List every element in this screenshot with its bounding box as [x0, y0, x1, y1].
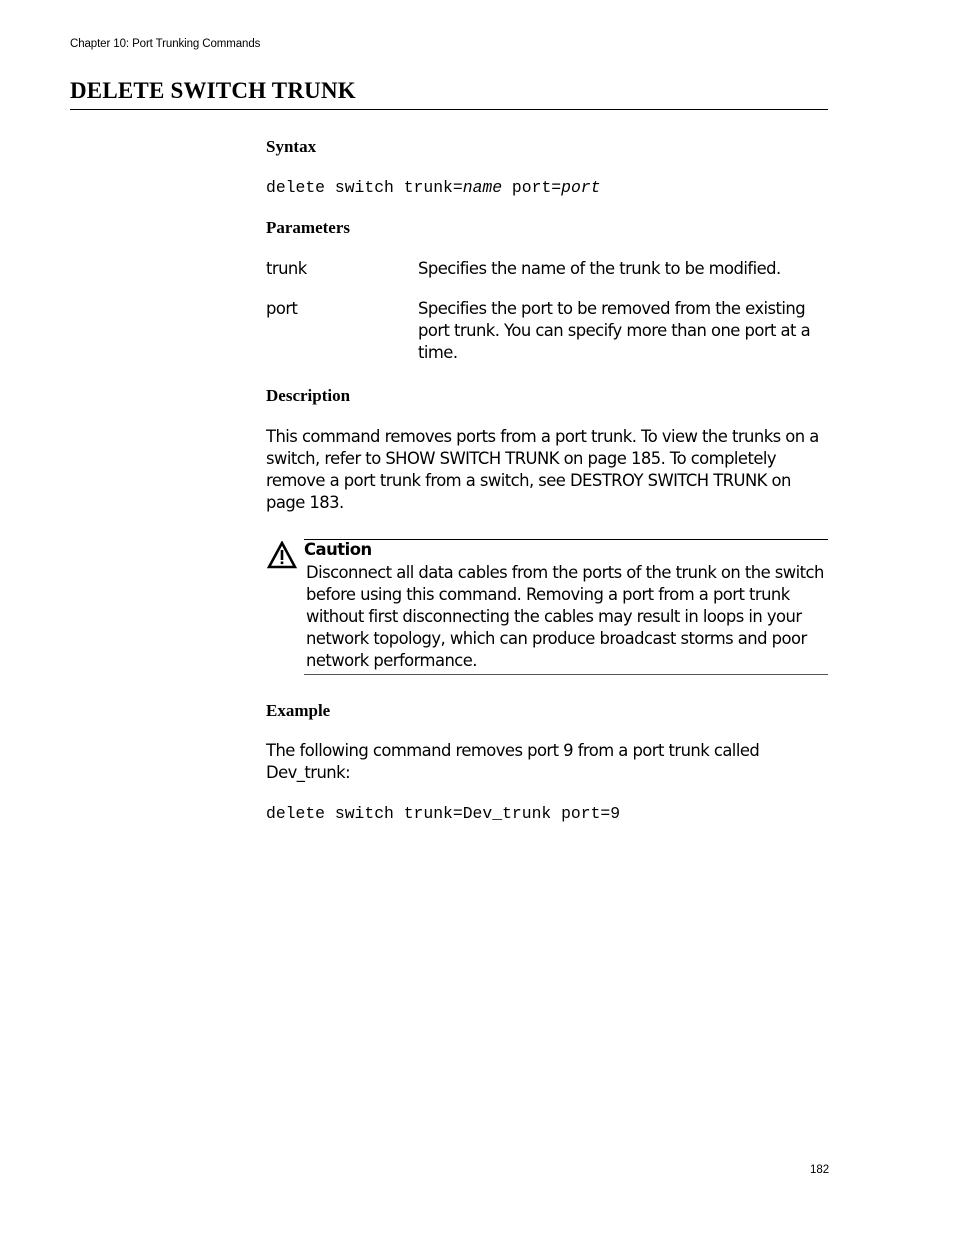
- example-heading: Example: [266, 701, 331, 720]
- caution-bottom-rule: [304, 674, 828, 675]
- example-command: delete switch trunk=Dev_trunk port=9: [266, 804, 621, 823]
- syntax-command-prefix: delete switch trunk=: [266, 178, 463, 197]
- syntax-arg-name: name: [462, 178, 503, 197]
- running-head: Chapter 10: Port Trunking Commands: [70, 38, 261, 50]
- param-name-port: port: [266, 299, 298, 318]
- param-desc-port: Specifies the port to be removed from the existing port trunk. You can specify more than one port at a time.: [418, 299, 811, 362]
- param-desc-trunk: Specifies the name of the trunk to be modified.: [418, 259, 781, 278]
- parameters-heading: Parameters: [266, 218, 351, 237]
- caution-text: Disconnect all data cables from the ports of the trunk on the switch before using this command. Removing a port from a port trunk without first disconnecting the cables may result in loops in your network topology, which can produce broadcast storms and poor network performance.: [306, 563, 824, 670]
- syntax-heading: Syntax: [266, 137, 317, 156]
- example-text: The following command removes port 9 from a port trunk called Dev_trunk:: [266, 741, 760, 782]
- param-name-trunk: trunk: [266, 259, 307, 278]
- description-text: This command removes ports from a port trunk. To view the trunks on a switch, refer to SHOW SWITCH TRUNK on page 185. To completely remove a port trunk from a switch, see DESTROY SWITCH TRUNK on page 183.: [266, 427, 819, 512]
- caution-label: Caution: [304, 540, 372, 559]
- description-heading: Description: [266, 386, 351, 405]
- syntax-arg-port: port: [561, 178, 601, 197]
- page-number: 182: [810, 1164, 830, 1176]
- warning-triangle-icon: [267, 541, 297, 569]
- caution-top-rule: [304, 539, 828, 540]
- page-title: DELETE SWITCH TRUNK: [70, 78, 356, 103]
- title-rule: [70, 109, 828, 110]
- syntax-command: [266, 178, 600, 197]
- syntax-command-middle: port=: [502, 178, 562, 197]
